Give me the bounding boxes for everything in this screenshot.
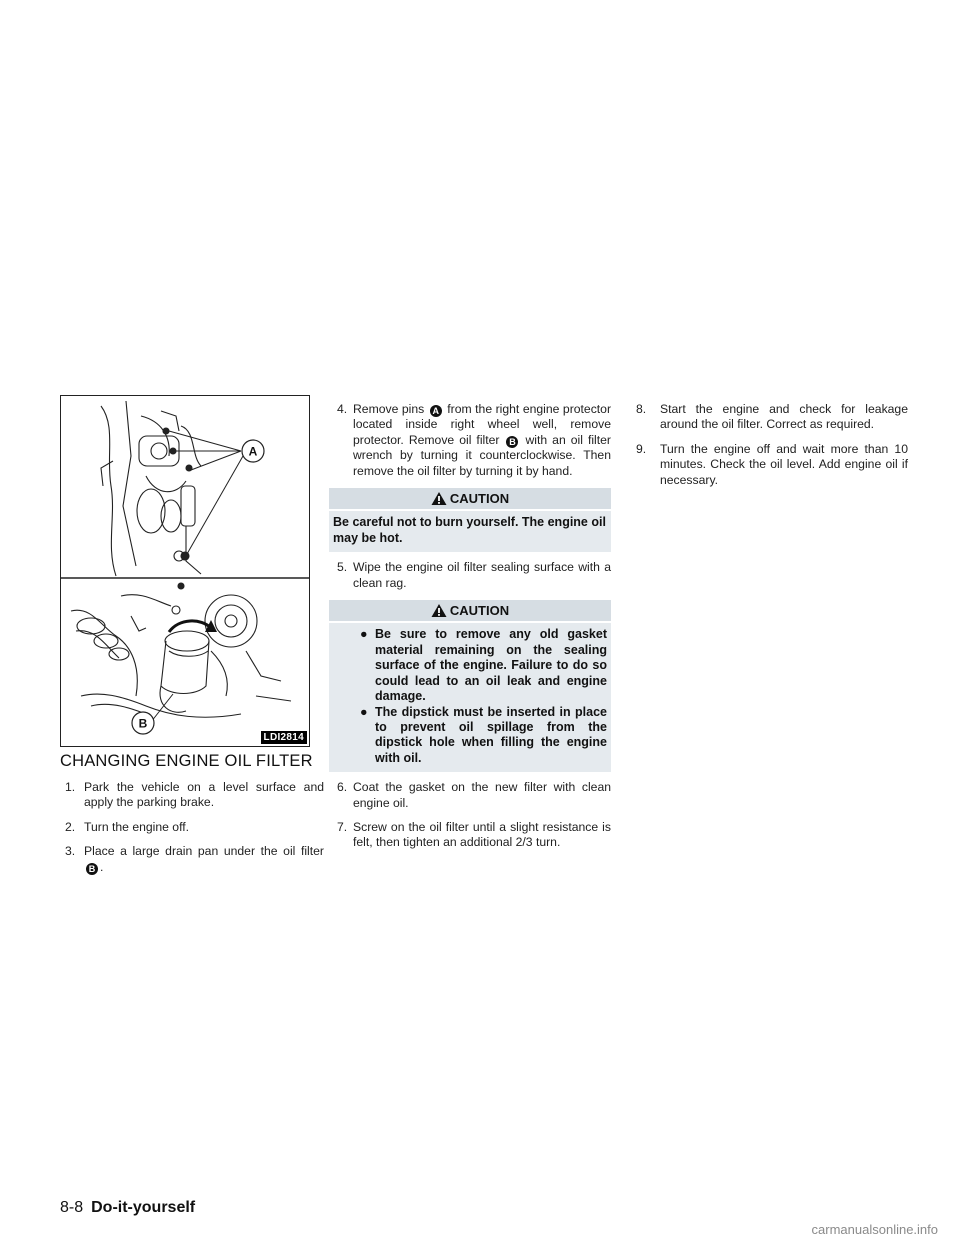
step-9: 9. Turn the engine off and wait more than 10 minutes. Check the oil level. Add engine oil if necessary. [636, 441, 908, 487]
page-number: 8-8 [60, 1199, 84, 1216]
steps-column-3 [636, 402, 908, 497]
caution-text: Be careful not to burn yourself. The engine oil may be hot. [329, 511, 611, 552]
engine-oil-filter-figure [60, 395, 310, 747]
caution-text [329, 623, 611, 772]
steps-column-2 [329, 402, 611, 860]
section-title: CHANGING ENGINE OIL FILTER [60, 752, 313, 770]
ref-a-icon: A [430, 405, 442, 417]
section-name: Do-it-yourself [91, 1199, 196, 1216]
caution-heading: CAUTION [329, 488, 611, 509]
warning-triangle-icon [431, 491, 447, 506]
step-4: 4. Remove pins A from the right engine protector located inside right wheel well, remove protector. Remove oil filter B with an oil filter wrench by turning it counterclockwise. Then remove the oil filter by turning it by hand. [337, 402, 612, 478]
warning-triangle-icon [431, 603, 447, 618]
watermark: carmanualsonline.info [811, 1222, 938, 1237]
step-5: 5. Wipe the engine oil filter sealing surface with a clean rag. [337, 560, 611, 590]
figure-callout-b: B [138, 716, 148, 731]
bullet-icon: ● [360, 627, 368, 642]
figure-code: LDI2814 [261, 731, 307, 744]
caution-box-gasket [329, 600, 611, 772]
page-footer [60, 1199, 195, 1217]
step-2: 2. Turn the engine off. [65, 819, 190, 834]
oil-filter-illustration [61, 396, 310, 747]
step-6: 6. Coat the gasket on the new filter with clean engine oil. [337, 780, 611, 810]
caution-box-hot-oil [329, 488, 611, 552]
step-8: 8. Start the engine and check for leakage around the oil filter. Correct as required. [636, 402, 908, 432]
caution-bullet-dipstick: ● The dipstick must be inserted in place to prevent oil spillage from the dipstick hole when filling the engine with oil. [360, 704, 607, 765]
steps-column-1 [60, 780, 324, 884]
caution-heading: CAUTION [329, 600, 611, 621]
step-1: 1. Park the vehicle on a level surface and apply the parking brake. [65, 780, 324, 810]
figure-callout-a: A [248, 444, 258, 459]
ref-b-icon: B [506, 436, 518, 448]
bullet-icon: ● [360, 704, 368, 719]
step-3: 3. Place a large drain pan under the oil filter B . [65, 844, 324, 874]
step-7: 7. Screw on the oil filter until a slight resistance is felt, then tighten an additional 2/3 turn. [337, 819, 611, 850]
caution-bullet-gasket: ● Be sure to remove any old gasket material remaining on the sealing surface of the engine. Failure to do so could lead to an oil leak and engine damage. [360, 627, 607, 704]
ref-b-icon: B [86, 863, 98, 875]
